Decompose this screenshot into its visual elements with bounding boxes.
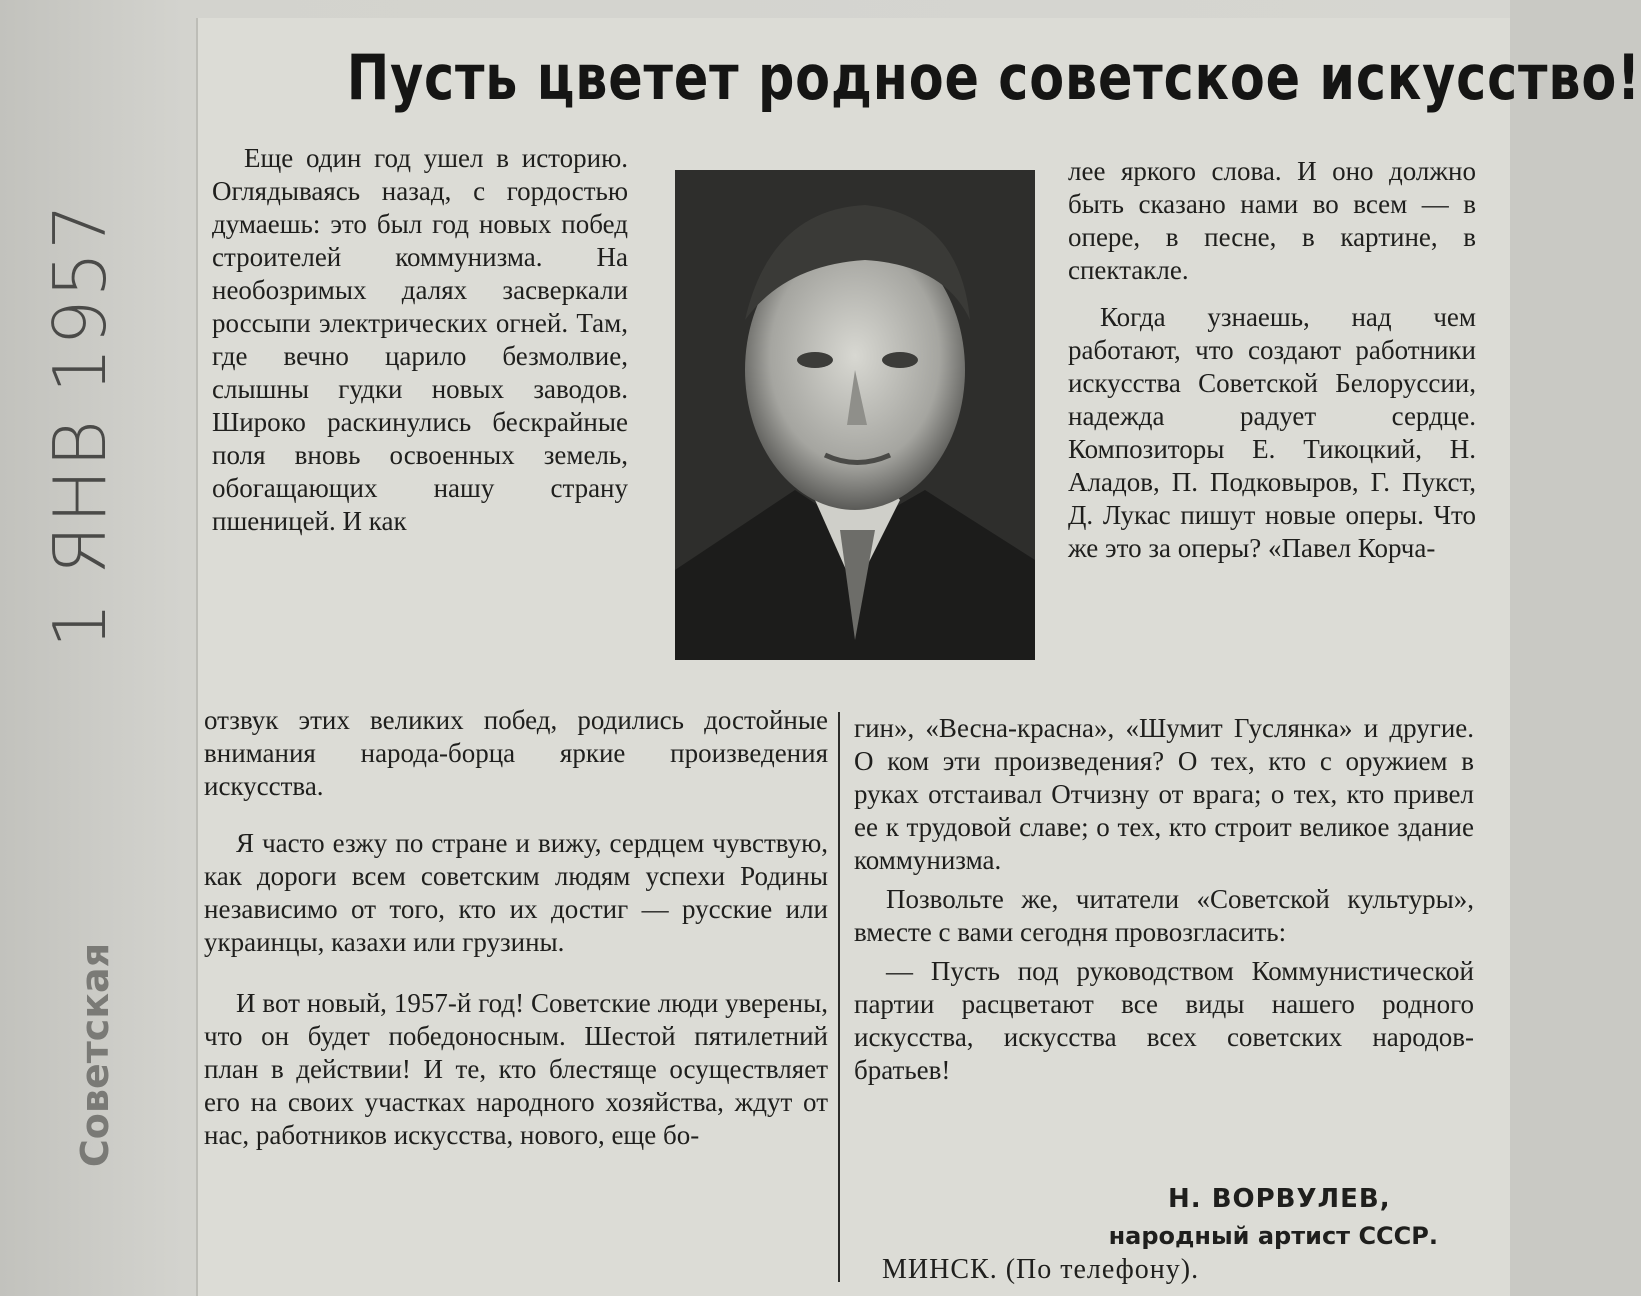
column-right-bottom: [854, 712, 1474, 1087]
author-portrait-photo: [675, 170, 1035, 660]
portrait-image: [675, 170, 1035, 660]
author-title: народный артист СССР.: [1108, 1222, 1438, 1250]
paragraph: лее яркого слова. И оно должно быть сказано нами во всем — в опере, в песне, в картине, в спектакле.: [1068, 156, 1476, 285]
author-signature: Н. ВОРВУЛЕВ,: [1168, 1184, 1391, 1214]
paragraph: — Пусть под руководством Коммунистической партии расцветают все виды нашего родного искусства, искусства всех советских народов-братьев!: [854, 956, 1474, 1085]
date-stamp: [20, 201, 140, 649]
source-stamp-text: Советская: [73, 942, 117, 1168]
column-right-top: [1068, 155, 1476, 565]
date-stamp-text: 1 ЯНВ 1957: [38, 201, 122, 649]
paragraph: Позвольте же, читатели «Советской культуры», вместе с вами сегодня провозгласить:: [854, 884, 1474, 947]
paragraph: И вот новый, 1957-й год! Советские люди уверены, что он будет победоносным. Шестой пятилетний план в действии! И те, кто блестяще осуществляет его на своих участках народного хозяйства, ждут от нас, работников искусства, нового, еще бо-: [204, 988, 828, 1150]
source-stamp: [60, 942, 130, 1168]
article-headline: Пусть цветет родное советское искусство!: [346, 41, 1641, 114]
paragraph: Когда узнаешь, над чем работают, что создают работники искусства Советской Белоруссии, надежда радует сердце. Композиторы Е. Тикоцкий, Н. Аладов, П. Подковыров, Г. Пукст, Д. Лукас пишут новые оперы. Что же это за оперы? «Павел Корча-: [1068, 302, 1476, 563]
paragraph: Я часто езжу по стране и вижу, сердцем чувствую, как дороги всем советским людям успехи Родины независимо от того, кто их достиг — русские или украинцы, казахи или грузины.: [204, 828, 828, 957]
column-left-top: [212, 142, 628, 538]
dateline: МИНСК. (По телефону).: [882, 1254, 1200, 1285]
paragraph: Еще один год ушел в историю. Оглядываясь назад, с гордостью думаешь: это был год новых побед строителей коммунизма. На необозримых далях засверкали россыпи электрических огней. Там, где вечно царило безмолвие, слышны гудки новых заводов. Широко раскинулись бескрайные поля вновь освоенных земель, обогащающих нашу страну пшеницей. И как: [212, 143, 628, 536]
paragraph: отзвук этих великих побед, родились достойные внимания народа-борца яркие произведения искусства.: [204, 705, 828, 801]
column-left-bottom: [204, 704, 828, 1152]
column-divider: [838, 712, 840, 1282]
paragraph: гин», «Весна-красна», «Шумит Гуслянка» и другие. О ком эти произведения? О тех, кто с оружием в руках отстаивал Отчизну от врага; о тех, кто привел ее к трудовой славе; о тех, кто строит великое здание коммунизма.: [854, 713, 1474, 875]
